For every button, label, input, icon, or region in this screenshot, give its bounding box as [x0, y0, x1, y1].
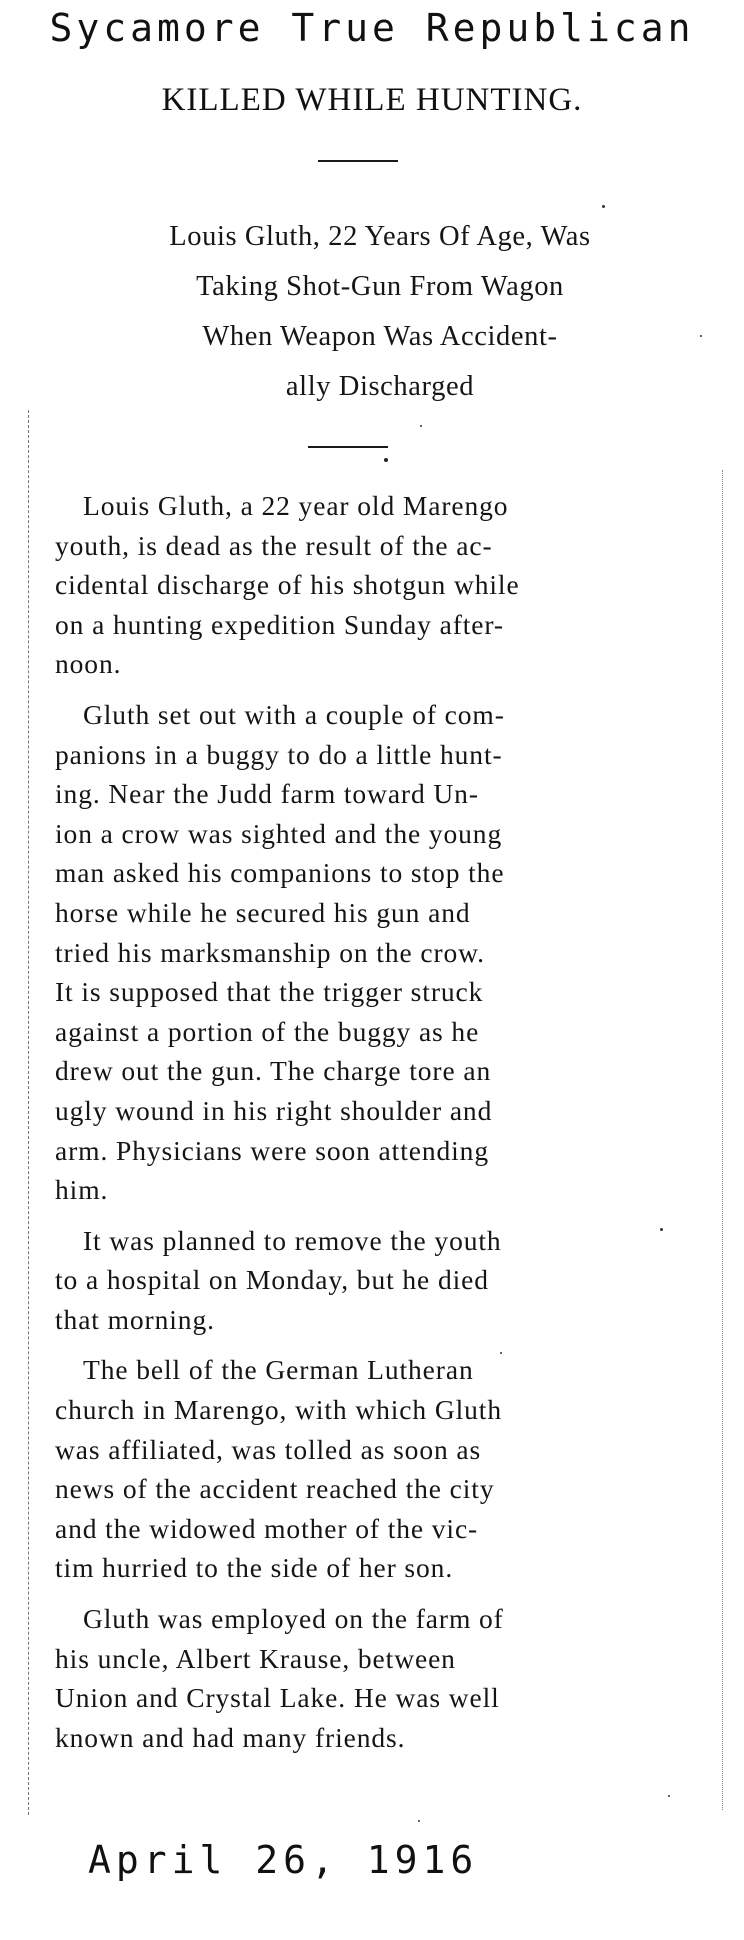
text-line: against a portion of the buggy as he	[55, 1015, 480, 1047]
column-border-right	[722, 470, 723, 1810]
text-line: panions in a buggy to do a little hunt-	[55, 738, 503, 770]
article-body	[55, 486, 715, 1768]
text-line: noon.	[55, 648, 122, 680]
text-line: man asked his companions to stop the	[55, 857, 505, 889]
text-line: and the widowed mother of the vic-	[55, 1512, 479, 1544]
text-line: on a hunting expedition Sunday after-	[55, 608, 504, 640]
text-line: news of the accident reached the city	[55, 1473, 495, 1505]
print-speck	[500, 1352, 502, 1354]
text-line: that morning.	[55, 1303, 215, 1335]
text-line: to a hospital on Monday, but he died	[55, 1264, 489, 1296]
article-subhead	[50, 212, 710, 412]
text-line: tim hurried to the side of her son.	[55, 1552, 454, 1584]
text-line: horse while he secured his gun and	[55, 896, 471, 928]
text-line: known and had many friends.	[55, 1721, 406, 1753]
print-speck	[700, 335, 702, 337]
article-headline: KILLED WHILE HUNTING.	[161, 82, 583, 118]
text-line: was affiliated, was tolled as soon as	[55, 1433, 482, 1465]
text-line: him.	[55, 1174, 109, 1206]
text-line: Louis Gluth, a 22 year old Marengo	[83, 490, 509, 521]
newspaper-name: Sycamore True Republican	[49, 6, 695, 50]
print-speck	[418, 1820, 420, 1822]
text-line: ugly wound in his right shoulder and	[55, 1094, 493, 1126]
text-line: youth, is dead as the result of the ac-	[55, 529, 493, 561]
subhead-line: When Weapon Was Accident-	[202, 321, 558, 352]
print-speck	[420, 425, 422, 427]
text-line: Gluth was employed on the farm of	[83, 1603, 504, 1635]
headline-divider	[318, 160, 398, 162]
article-paragraph	[55, 1350, 715, 1588]
text-line: his uncle, Albert Krause, between	[55, 1642, 456, 1674]
subhead-line: ally Discharged	[285, 371, 475, 402]
text-line: church in Marengo, with which Gluth	[55, 1394, 502, 1426]
text-line: It is supposed that the trigger struck	[55, 976, 484, 1008]
article-paragraph	[55, 1599, 715, 1757]
divider-dot	[384, 458, 388, 462]
text-line: ion a crow was sighted and the young	[55, 817, 503, 849]
article-paragraph	[55, 486, 715, 684]
print-speck	[668, 1795, 670, 1797]
publication-date: April 26, 1916	[88, 1838, 479, 1882]
text-line: Gluth set out with a couple of com-	[83, 698, 505, 730]
print-speck	[602, 205, 605, 208]
text-line: The bell of the German Lutheran	[83, 1354, 474, 1386]
text-line: tried his marksmanship on the crow.	[55, 936, 485, 968]
column-border-left	[28, 410, 29, 1815]
text-line: Union and Crystal Lake. He was well	[55, 1682, 500, 1714]
subhead-line: Taking Shot-Gun From Wagon	[196, 271, 564, 302]
text-line: ing. Near the Judd farm toward Un-	[55, 778, 479, 810]
text-line: It was planned to remove the youth	[83, 1224, 502, 1256]
subhead-line: Louis Gluth, 22 Years Of Age, Was	[169, 221, 591, 252]
print-speck	[660, 1228, 663, 1231]
article-paragraph	[55, 1221, 715, 1340]
subhead-divider	[308, 446, 388, 448]
text-line: cidental discharge of his shotgun while	[55, 569, 520, 601]
text-line: drew out the gun. The charge tore an	[55, 1055, 492, 1087]
text-line: arm. Physicians were soon attending	[55, 1134, 489, 1166]
article-paragraph	[55, 695, 715, 1210]
